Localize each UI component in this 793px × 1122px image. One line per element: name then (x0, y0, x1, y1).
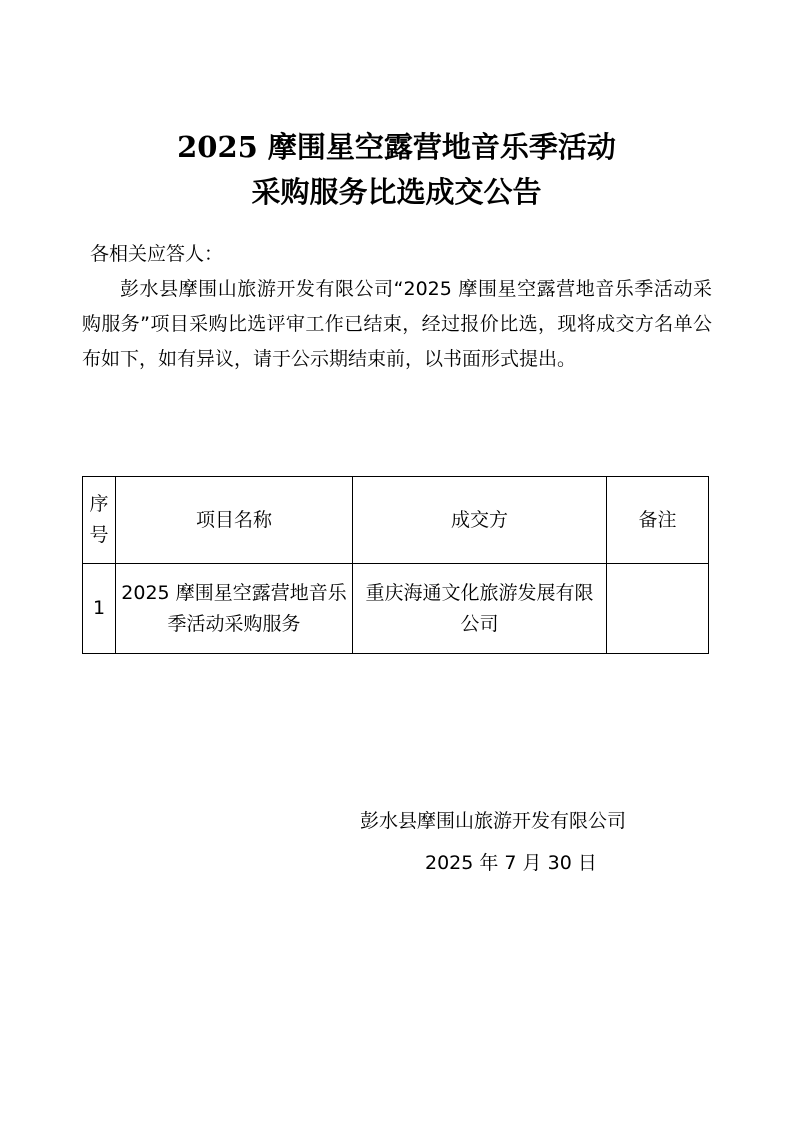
announcement-title-line2: 采购服务比选成交公告 (251, 175, 542, 209)
cell-index: 1 (83, 564, 116, 654)
table-header-row (83, 477, 709, 564)
signature-company: 彭水县摩围山旅游开发有限公司 (360, 810, 627, 832)
announcement-title-line1: 2025 摩围星空露营地音乐季活动 (177, 130, 616, 164)
signature-date: 2025 年 7 月 30 日 (425, 852, 597, 874)
table-row (83, 564, 709, 654)
cell-remark (607, 564, 709, 654)
header-index: 序号 (83, 477, 116, 564)
header-remark: 备注 (607, 477, 709, 564)
announcement-body: 彭水县摩围山旅游开发有限公司“2025 摩围星空露营地音乐季活动采购服务”项目采购比选评审工作已结束，经过报价比选，现将成交方名单公布如下，如有异议，请于公示期结束前，以书面形式提出。 (82, 278, 712, 370)
greeting: 各相关应答人： (90, 243, 224, 265)
header-project: 项目名称 (116, 477, 353, 564)
cell-winner: 重庆海通文化旅游发展有限公司 (353, 564, 607, 654)
result-table (82, 476, 709, 654)
header-winner: 成交方 (353, 477, 607, 564)
cell-project: 2025 摩围星空露营地音乐季活动采购服务 (116, 564, 353, 654)
